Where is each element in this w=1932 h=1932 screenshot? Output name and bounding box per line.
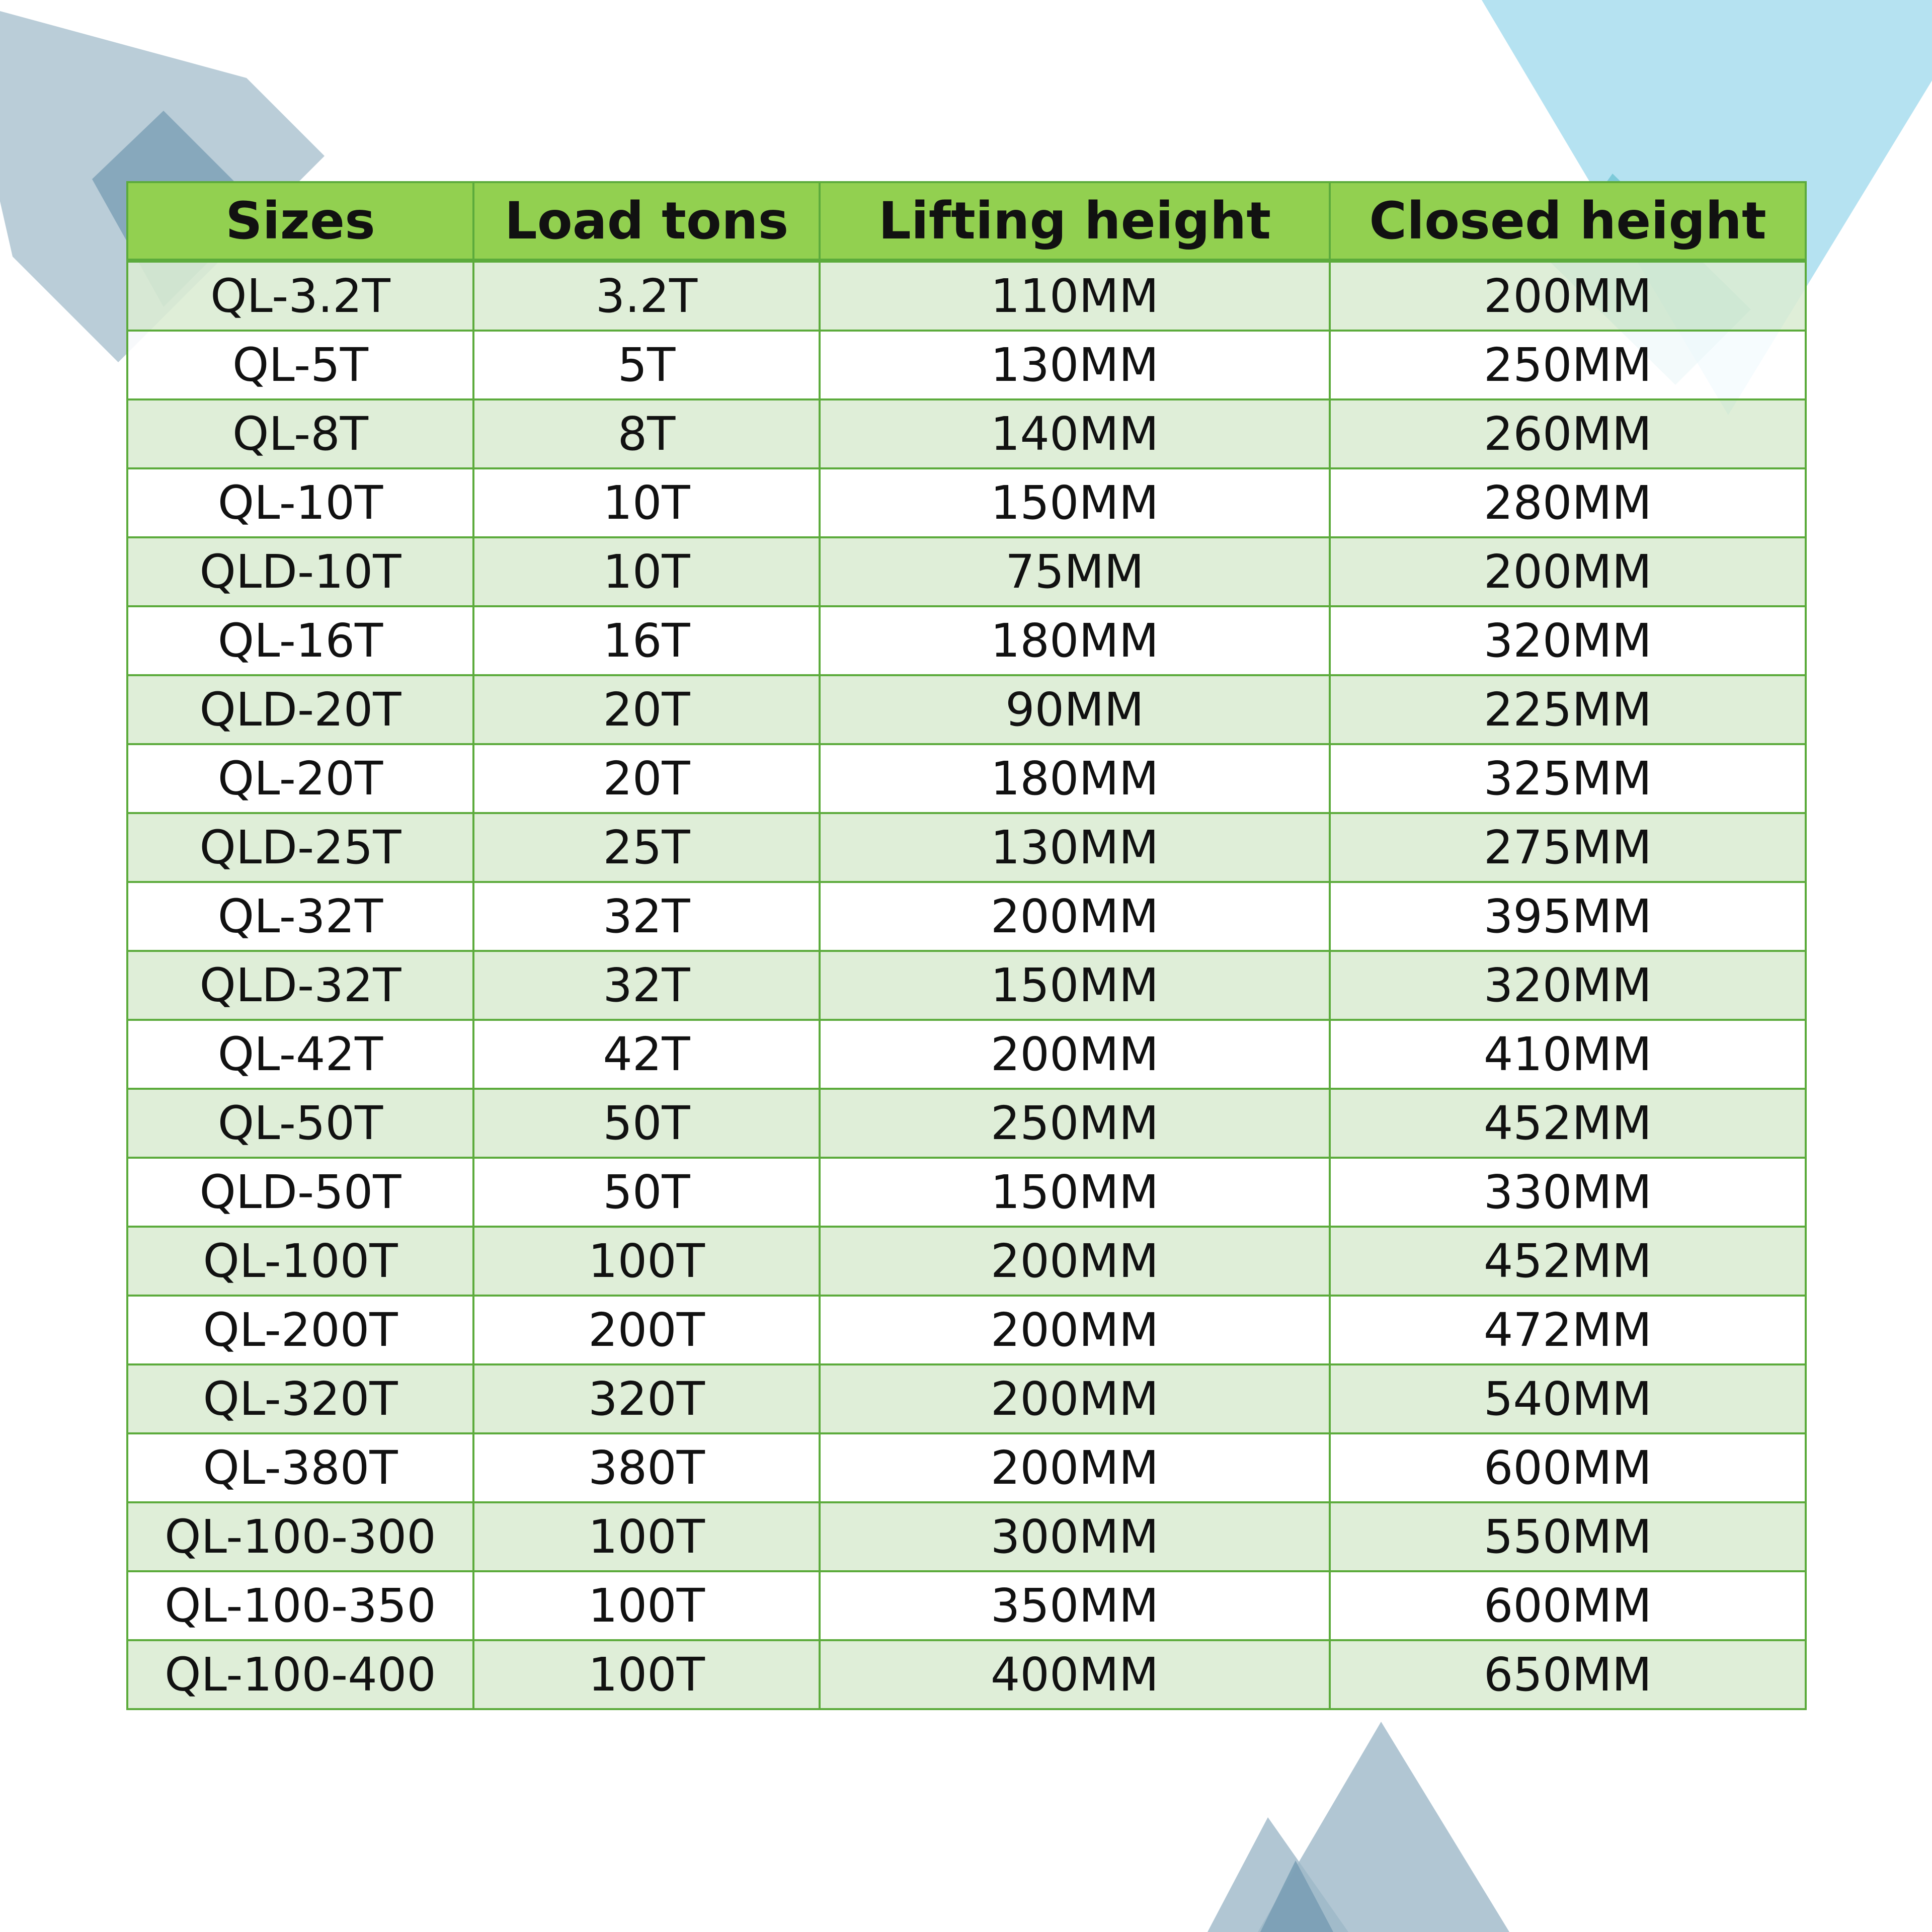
cell-closed-height: 200MM xyxy=(1330,261,1806,331)
cell-load-tons: 20T xyxy=(473,675,820,744)
cell-size: QLD-10T xyxy=(127,537,473,606)
table-row xyxy=(127,1571,1806,1640)
cell-closed-height: 540MM xyxy=(1330,1364,1806,1433)
cell-load-tons: 20T xyxy=(473,744,820,813)
cell-lifting-height: 140MM xyxy=(820,399,1330,468)
table-row xyxy=(127,1296,1806,1364)
cell-closed-height: 275MM xyxy=(1330,813,1806,882)
table-row xyxy=(127,675,1806,744)
cell-load-tons: 10T xyxy=(473,537,820,606)
table-row xyxy=(127,813,1806,882)
cell-load-tons: 8T xyxy=(473,399,820,468)
cell-closed-height: 260MM xyxy=(1330,399,1806,468)
cell-closed-height: 200MM xyxy=(1330,537,1806,606)
cell-closed-height: 320MM xyxy=(1330,606,1806,675)
cell-lifting-height: 90MM xyxy=(820,675,1330,744)
cell-closed-height: 600MM xyxy=(1330,1571,1806,1640)
cell-closed-height: 250MM xyxy=(1330,331,1806,399)
cell-lifting-height: 180MM xyxy=(820,744,1330,813)
cell-lifting-height: 180MM xyxy=(820,606,1330,675)
table-row xyxy=(127,1502,1806,1571)
cell-load-tons: 32T xyxy=(473,951,820,1020)
cell-load-tons: 100T xyxy=(473,1502,820,1571)
cell-size: QL-3.2T xyxy=(127,261,473,331)
cell-closed-height: 550MM xyxy=(1330,1502,1806,1571)
cell-size: QL-10T xyxy=(127,468,473,537)
cell-lifting-height: 130MM xyxy=(820,813,1330,882)
cell-size: QL-42T xyxy=(127,1020,473,1089)
cell-size: QL-100-400 xyxy=(127,1640,473,1709)
cell-closed-height: 452MM xyxy=(1330,1227,1806,1296)
cell-closed-height: 650MM xyxy=(1330,1640,1806,1709)
cell-size: QLD-20T xyxy=(127,675,473,744)
cell-lifting-height: 150MM xyxy=(820,951,1330,1020)
cell-lifting-height: 200MM xyxy=(820,882,1330,951)
cell-load-tons: 50T xyxy=(473,1158,820,1227)
table-row xyxy=(127,1364,1806,1433)
cell-closed-height: 472MM xyxy=(1330,1296,1806,1364)
cell-lifting-height: 110MM xyxy=(820,261,1330,331)
cell-closed-height: 330MM xyxy=(1330,1158,1806,1227)
cell-load-tons: 100T xyxy=(473,1227,820,1296)
table-row xyxy=(127,1640,1806,1709)
cell-closed-height: 320MM xyxy=(1330,951,1806,1020)
cell-lifting-height: 150MM xyxy=(820,468,1330,537)
cell-size: QL-8T xyxy=(127,399,473,468)
table-row xyxy=(127,882,1806,951)
cell-load-tons: 16T xyxy=(473,606,820,675)
cell-load-tons: 3.2T xyxy=(473,261,820,331)
cell-closed-height: 280MM xyxy=(1330,468,1806,537)
cell-size: QL-32T xyxy=(127,882,473,951)
table-row xyxy=(127,606,1806,675)
cell-size: QL-100-350 xyxy=(127,1571,473,1640)
header-closed-height: Closed height xyxy=(1330,182,1806,261)
cell-lifting-height: 200MM xyxy=(820,1364,1330,1433)
cell-size: QL-5T xyxy=(127,331,473,399)
cell-lifting-height: 400MM xyxy=(820,1640,1330,1709)
cell-size: QL-380T xyxy=(127,1433,473,1502)
table-row xyxy=(127,1089,1806,1158)
table-row xyxy=(127,261,1806,331)
cell-closed-height: 410MM xyxy=(1330,1020,1806,1089)
cell-load-tons: 100T xyxy=(473,1571,820,1640)
cell-closed-height: 225MM xyxy=(1330,675,1806,744)
table-row xyxy=(127,468,1806,537)
table-row xyxy=(127,1020,1806,1089)
cell-size: QL-100T xyxy=(127,1227,473,1296)
table-row xyxy=(127,537,1806,606)
cell-load-tons: 320T xyxy=(473,1364,820,1433)
cell-lifting-height: 250MM xyxy=(820,1089,1330,1158)
cell-lifting-height: 200MM xyxy=(820,1433,1330,1502)
cell-size: QLD-32T xyxy=(127,951,473,1020)
cell-size: QL-50T xyxy=(127,1089,473,1158)
spec-table xyxy=(126,181,1807,1710)
table-row xyxy=(127,399,1806,468)
header-sizes: Sizes xyxy=(127,182,473,261)
cell-load-tons: 25T xyxy=(473,813,820,882)
cell-lifting-height: 150MM xyxy=(820,1158,1330,1227)
cell-lifting-height: 200MM xyxy=(820,1227,1330,1296)
cell-closed-height: 452MM xyxy=(1330,1089,1806,1158)
table-row xyxy=(127,951,1806,1020)
cell-load-tons: 5T xyxy=(473,331,820,399)
header-lifting-height: Lifting height xyxy=(820,182,1330,261)
cell-load-tons: 10T xyxy=(473,468,820,537)
cell-load-tons: 50T xyxy=(473,1089,820,1158)
cell-size: QLD-25T xyxy=(127,813,473,882)
table-row xyxy=(127,1227,1806,1296)
cell-closed-height: 395MM xyxy=(1330,882,1806,951)
table-row xyxy=(127,1433,1806,1502)
cell-closed-height: 325MM xyxy=(1330,744,1806,813)
cell-load-tons: 380T xyxy=(473,1433,820,1502)
cell-size: QL-320T xyxy=(127,1364,473,1433)
cell-closed-height: 600MM xyxy=(1330,1433,1806,1502)
cell-lifting-height: 350MM xyxy=(820,1571,1330,1640)
cell-lifting-height: 130MM xyxy=(820,331,1330,399)
cell-size: QL-20T xyxy=(127,744,473,813)
cell-size: QL-200T xyxy=(127,1296,473,1364)
cell-size: QL-100-300 xyxy=(127,1502,473,1571)
cell-lifting-height: 200MM xyxy=(820,1296,1330,1364)
cell-load-tons: 42T xyxy=(473,1020,820,1089)
cell-load-tons: 32T xyxy=(473,882,820,951)
cell-size: QLD-50T xyxy=(127,1158,473,1227)
table-header-row xyxy=(127,182,1806,261)
cell-load-tons: 200T xyxy=(473,1296,820,1364)
cell-lifting-height: 200MM xyxy=(820,1020,1330,1089)
cell-lifting-height: 75MM xyxy=(820,537,1330,606)
table-row xyxy=(127,744,1806,813)
header-load-tons: Load tons xyxy=(473,182,820,261)
table-row xyxy=(127,1158,1806,1227)
cell-size: QL-16T xyxy=(127,606,473,675)
cell-lifting-height: 300MM xyxy=(820,1502,1330,1571)
table-row xyxy=(127,331,1806,399)
cell-load-tons: 100T xyxy=(473,1640,820,1709)
